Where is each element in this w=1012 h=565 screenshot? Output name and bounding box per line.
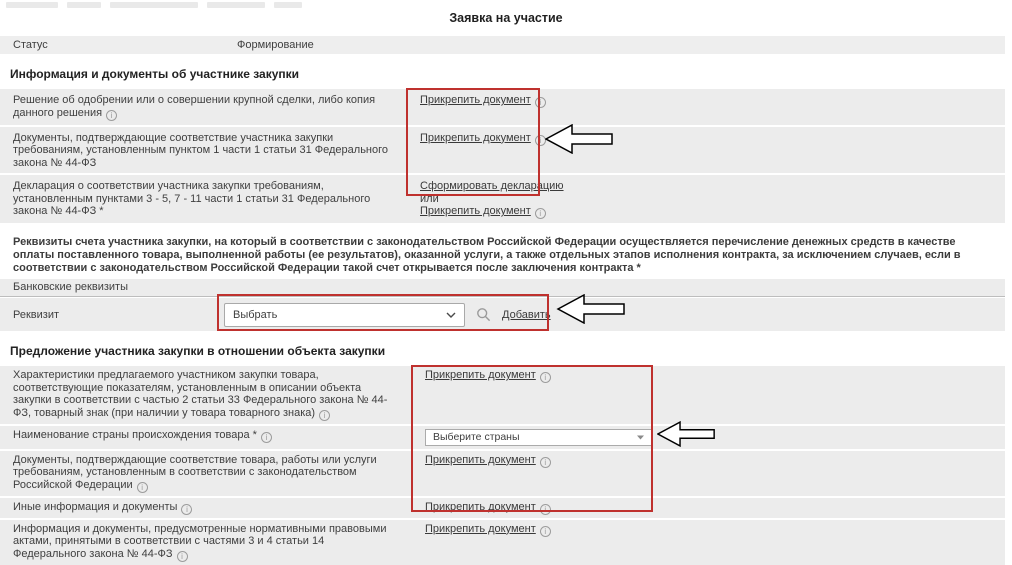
row-label-text: Характеристики предлагаемого участником закупки товара, соответствующие показателям, установленным в описании объекта закупки в соответствии с частью 2 статьи 33 Федерального закона № 44-ФЗ, товарный знак (при наличии у товара товарного знака) — [13, 369, 388, 419]
row-actions — [418, 498, 1005, 518]
row-actions — [413, 127, 1005, 174]
status-row — [0, 36, 1005, 54]
country-select[interactable] — [425, 429, 652, 446]
info-icon[interactable] — [540, 526, 551, 537]
bank-requisites-header: Банковские реквизиты — [0, 279, 1005, 297]
requisite-row — [0, 298, 1005, 331]
search-icon[interactable] — [476, 307, 491, 322]
info-icon[interactable] — [181, 504, 192, 515]
row-label-text: Декларация о соответствии участника закупки требованиям, установленным пунктами 3 - 5, 7 - 11 части 1 статьи 31 Федерального закона № 44-ФЗ * — [13, 180, 371, 217]
redacted-text-block — [207, 2, 265, 8]
table-row — [0, 175, 1005, 223]
table-row — [0, 498, 1005, 518]
status-label: Статус — [13, 39, 48, 51]
row-label-text: Решение об одобрении или о совершении крупной сделки, либо копия данного решения — [13, 94, 376, 119]
row-label — [0, 127, 413, 174]
row-label-text: Документы, подтверждающие соответствие участника закупки требованиям, установленным пунктом 1 части 1 статьи 31 Федерального закона № 44-ФЗ — [13, 131, 389, 169]
info-icon[interactable] — [106, 110, 117, 121]
chevron-down-icon — [637, 435, 644, 440]
or-text: или — [420, 192, 439, 205]
row-label — [0, 498, 418, 518]
info-icon[interactable] — [535, 97, 546, 108]
table-row — [0, 366, 1005, 424]
requisite-label: Реквизит — [13, 308, 59, 321]
section-header-offer: Предложение участника закупки в отношении объекта закупки — [10, 344, 386, 358]
info-icon[interactable] — [261, 432, 272, 443]
participant-info-table — [0, 89, 1005, 223]
redacted-text-block — [110, 2, 198, 8]
section-header-participant-info: Информация и документы об участнике закупки — [10, 67, 300, 81]
attach-document-link[interactable]: Прикрепить документ — [420, 205, 531, 217]
info-icon[interactable] — [137, 482, 148, 493]
row-label — [0, 426, 418, 449]
attach-document-link[interactable]: Прикрепить документ — [420, 131, 531, 144]
table-row — [0, 520, 1005, 565]
info-icon[interactable] — [177, 551, 188, 562]
attach-document-link[interactable]: Прикрепить документ — [425, 453, 536, 466]
generate-declaration-link[interactable]: Сформировать декларацию — [420, 180, 564, 192]
requisite-select-value: Выбрать — [233, 308, 278, 321]
attach-document-link[interactable]: Прикрепить документ — [425, 522, 536, 535]
redacted-text-block — [6, 2, 58, 8]
table-row — [0, 89, 1005, 125]
attach-document-link[interactable]: Прикрепить документ — [425, 500, 536, 513]
info-icon[interactable] — [540, 372, 551, 383]
attach-document-link[interactable]: Прикрепить документ — [425, 369, 536, 381]
row-actions — [413, 175, 1005, 223]
table-row — [0, 426, 1005, 449]
row-actions — [418, 366, 1005, 424]
attach-document-link[interactable]: Прикрепить документ — [420, 94, 531, 106]
redacted-text-block — [67, 2, 101, 8]
info-icon[interactable] — [319, 410, 330, 421]
info-icon[interactable] — [540, 457, 551, 468]
row-label-text: Иные информация и документы — [13, 500, 178, 513]
page-title: Заявка на участие — [449, 11, 563, 25]
row-actions — [413, 89, 1005, 125]
row-label — [0, 366, 418, 424]
row-label-text: Информация и документы, предусмотренные нормативными правовыми актами, принятыми в соответствии с частями 3 и 4 статьи 14 Федерального закона № 44-ФЗ — [13, 522, 387, 560]
row-actions — [418, 426, 1005, 449]
bank-requisites-block — [0, 279, 1005, 331]
country-select-value: Выберите страны — [433, 430, 520, 443]
info-icon[interactable] — [535, 208, 546, 219]
info-icon[interactable] — [540, 504, 551, 515]
row-label — [0, 175, 413, 223]
requisites-note: Реквизиты счета участника закупки, на который в соответствии с законодательством Российской Федерации осуществляется перечисление денежных средств в качестве оплаты поставленного товара, выполненной работы (ее результатов), оказанной услуги, а также отдельных этапов исполнения контракта, за исключением случаев, если в соответствии с законодательством Российской Федерации такой счет открывается после заключения контракта * — [13, 236, 961, 274]
redacted-text-block — [274, 2, 302, 8]
offer-table — [0, 366, 1005, 565]
add-requisite-link[interactable]: Добавить — [502, 308, 551, 321]
row-label — [0, 520, 418, 565]
requisite-select[interactable] — [224, 303, 465, 327]
row-label-text: Наименование страны происхождения товара * — [13, 428, 257, 441]
status-value: Формирование — [237, 39, 314, 51]
table-row — [0, 127, 1005, 174]
row-label-text: Документы, подтверждающие соответствие товара, работы или услуги требованиям, установленным в соответствии с законодательством Российской Федерации — [13, 453, 377, 491]
breadcrumb — [6, 2, 302, 8]
row-label — [0, 89, 413, 125]
chevron-down-icon — [446, 312, 456, 318]
info-icon[interactable] — [535, 135, 546, 146]
row-actions — [418, 520, 1005, 565]
